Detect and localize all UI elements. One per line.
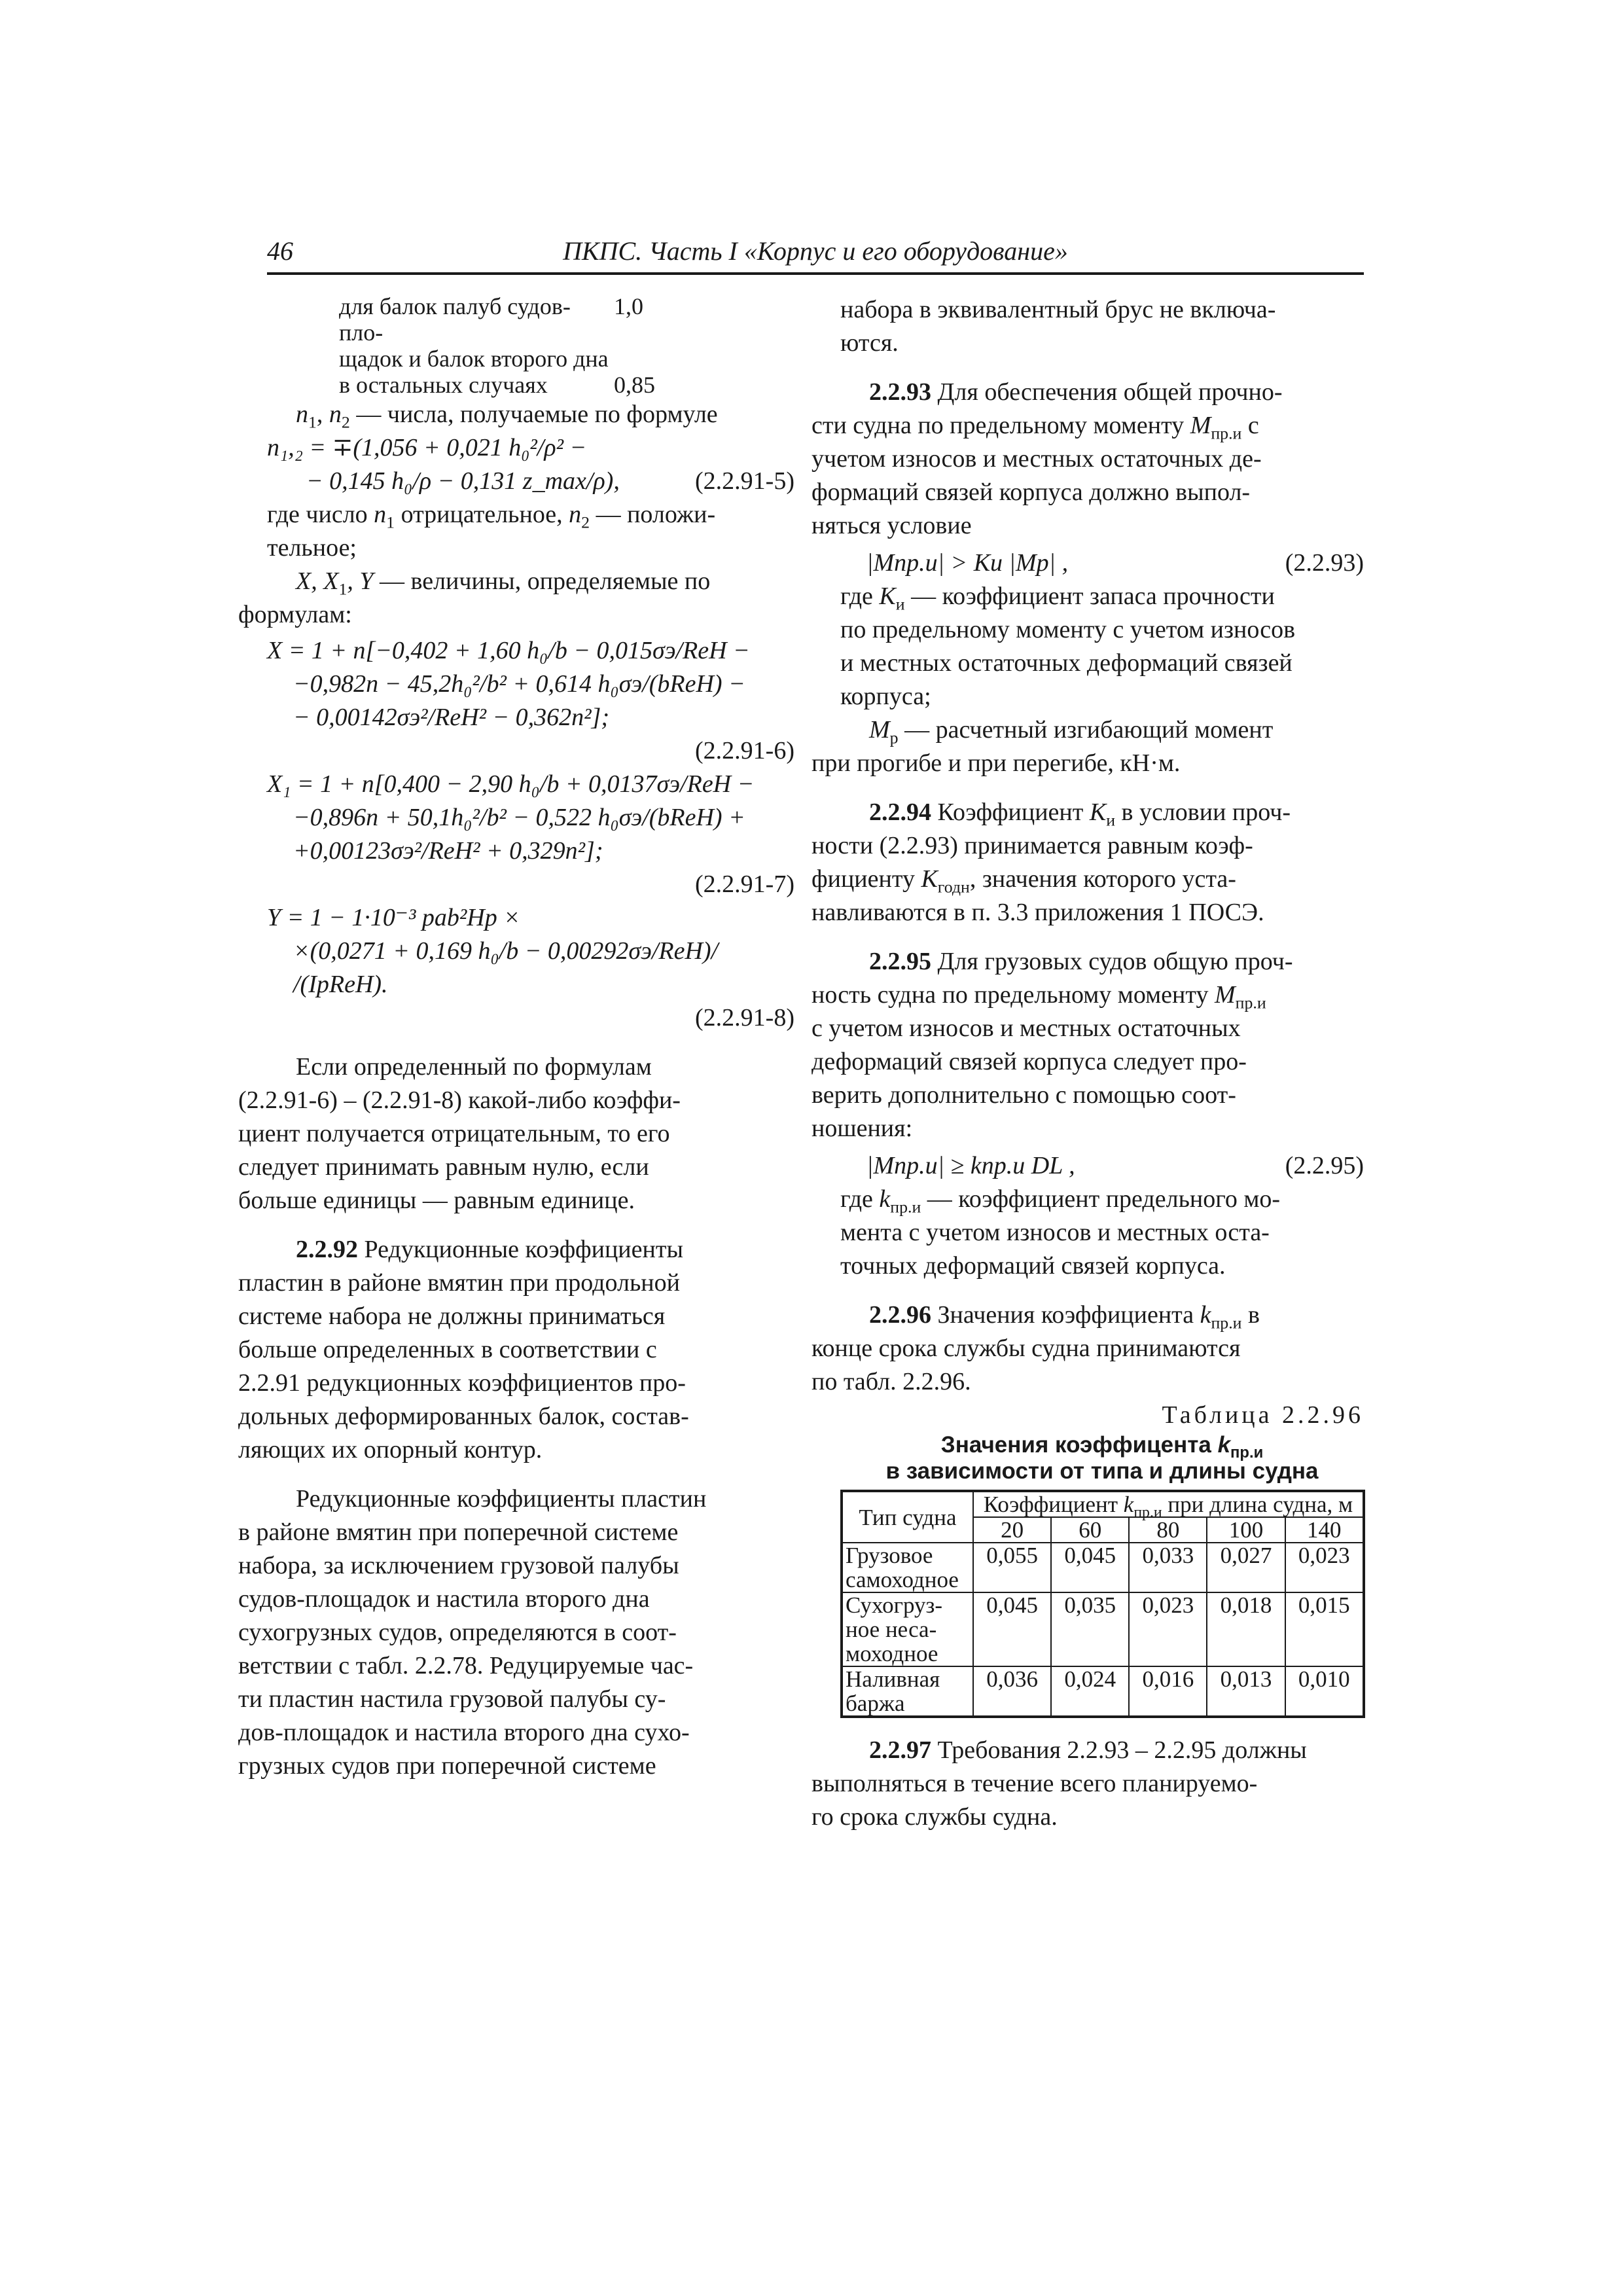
mp-definition: $M_р$ — расчетный изгибающий момент при прогибе и при перегибе, кН·м. (812, 716, 1274, 777)
table-header-cell: 100 (1207, 1517, 1285, 1543)
table-header-cell: 140 (1285, 1517, 1364, 1543)
table-header-cell: 60 (1051, 1517, 1129, 1543)
section-number: 2.2.92 (296, 1236, 358, 1263)
formula-number: (2.2.93) (1285, 549, 1364, 577)
table-cell: 0,023 (1129, 1592, 1207, 1666)
formula-number: (2.2.91-8) (695, 1004, 794, 1031)
section-number: 2.2.94 (869, 798, 931, 826)
table-cell: Грузовое самоходное (842, 1543, 973, 1592)
table-cell: Наливная баржа (842, 1666, 973, 1717)
table-cell: 0,016 (1129, 1666, 1207, 1717)
table-row (842, 1592, 1364, 1666)
formula-2-2-91-6: X = 1 + n[−0,402 + 1,60 h₀/b − 0,015σэ/ReH − −0,982n − 45,2h₀²/b² + 0,614 h₀σэ/(bReH) − − 0,00142σэ²/ReH² − 0,362n²]; (2.2.91-6) (267, 634, 794, 768)
table-label: Таблица 2.2.96 (1162, 1401, 1364, 1429)
table-caption: Значения коэффицента $k_{пр.и}$ в зависимости от типа и длины судна (885, 1432, 1319, 1484)
table-row (842, 1543, 1364, 1592)
left-column (238, 293, 794, 1783)
table-header-cell: 20 (973, 1517, 1051, 1543)
table-cell: 0,036 (973, 1666, 1051, 1717)
table-cell: 0,045 (1051, 1543, 1129, 1592)
formula-2-2-93: |Mпр.и| > Kи |Mр| , (2.2.93) (840, 547, 1364, 580)
formula-2-2-91-8: Y = 1 − 1·10⁻³ pab²Hp × ×(0,0271 + 0,169 h₀/b − 0,00292σэ/ReH)/ /(IpReH). (2.2.91-8) (267, 901, 794, 1035)
table-cell: 0,013 (1207, 1666, 1285, 1717)
table-cell: 0,033 (1129, 1543, 1207, 1592)
table-header-cell: 80 (1129, 1517, 1207, 1543)
table-cell: 0,055 (973, 1543, 1051, 1592)
formula-2-2-95: |Mпр.и| ≥ kпр.и DL , (2.2.95) (840, 1149, 1364, 1183)
section-2-2-96: 2.2.96 Значения коэффициента $k_{пр.и}$ в конце срока службы судна принимаются по табл. 2.2.96. (812, 1301, 1260, 1395)
header-rule (267, 272, 1364, 275)
section-2-2-97: 2.2.97 Требования 2.2.93 – 2.2.95 должны выполняться в течение всего планируемо- го срока службы судна. (812, 1736, 1307, 1831)
n-sign-text: где число $n_1$ отрицательное, $n_2$ — положи- тельное; (267, 501, 716, 562)
table-cell: 0,018 (1207, 1592, 1285, 1666)
list-item: щадок и балок второго дна (339, 346, 609, 372)
kpr-definition: где $k_{пр.и}$ — коэффициент предельного мо- мента с учетом износов и местных оста- точных деформаций связей корпуса. (840, 1185, 1281, 1280)
k-definition: где $K_и$ — коэффициент запаса прочности по предельному моменту с учетом износов и местных остаточных деформаций связей корпуса; (840, 583, 1296, 710)
n-definition: $n_1$, $n_2$ — числа, получаемые по формуле (296, 401, 718, 432)
right-column (812, 293, 1364, 1834)
section-2-2-94: 2.2.94 Коэффициент $K_и$ в условии проч- ности (2.2.93) принимается равным коэф- фициенту $K_{годн}$, значения которого уста- навливаются в п. 3.3 приложения 1 ПОСЭ. (812, 798, 1291, 926)
table-cell: 0,045 (973, 1592, 1051, 1666)
section-number: 2.2.93 (869, 378, 931, 406)
section-number: 2.2.95 (869, 948, 931, 975)
table-cell: 0,010 (1285, 1666, 1364, 1717)
table-header-cell: Коэффициент $k_{пр.и}$ при длина судна, м (973, 1491, 1364, 1517)
formula-number: (2.2.95) (1285, 1152, 1364, 1179)
continuation-text: набора в эквивалентный брус не включа- ются. (840, 296, 1276, 357)
table-cell: 0,024 (1051, 1666, 1129, 1717)
page-number: 46 (267, 236, 293, 266)
formula-2-2-91-5: n₁,₂ = ∓(1,056 + 0,021 h₀²/ρ² − − 0,145 h₀/ρ − 0,131 z_max/ρ), (2.2.91-5) (267, 431, 794, 498)
list-item: для балок палуб судов-пло- 1,0 (339, 293, 643, 346)
section-number: 2.2.97 (869, 1736, 931, 1764)
xy-definition: X, $X_1$, Y — величины, определяемые по формулам: (238, 567, 711, 628)
formula-2-2-91-7: X₁ = 1 + n[0,400 − 2,90 h₀/b + 0,0137σэ/ReH − −0,896n + 50,1h₀²/b² − 0,522 h₀σэ/(bReH) + +0,00123σэ²/ReH² + 0,329n²]; (2.2.91-7) (267, 768, 794, 901)
section-2-2-93: 2.2.93 Для обеспечения общей прочно- сти судна по предельному моменту $M_{пр.и}$ с учетом износов и местных остаточных де- формаций связей корпуса должно выпол- няться условие (812, 378, 1283, 539)
table-row (842, 1666, 1364, 1717)
table-cell: 0,015 (1285, 1592, 1364, 1666)
note-paragraph: Если определенный по формулам (2.2.91-6) – (2.2.91-8) какой-либо коэффи- циент получается отрицательным, то его следует принимать равным нулю, если больше единицы — равным единице. (238, 1053, 681, 1214)
coef-list (267, 293, 794, 398)
table-cell: 0,027 (1207, 1543, 1285, 1592)
table-cell: Сухогруз-ное неса-моходное (842, 1592, 973, 1666)
formula-number: (2.2.91-7) (695, 870, 794, 898)
section-number: 2.2.96 (869, 1301, 931, 1329)
table-header-cell: Тип судна (842, 1491, 973, 1543)
section-2-2-92-paragraph-2: Редукционные коэффициенты пластин в районе вмятин при поперечной системе набора, за исключением грузовой палубы судов-площадок и настила второго дна сухогрузных судов, определяются в соот- ветствии с табл. 2.2.78. Редуцируемые час- ти пластин настила грузовой палубы су- дов-площадок и настила второго дна сухо- грузных судов при поперечной системе (238, 1485, 707, 1780)
table-cell: 0,023 (1285, 1543, 1364, 1592)
coefficient-table (840, 1490, 1365, 1718)
section-2-2-95: 2.2.95 Для грузовых судов общую проч- ность судна по предельному моменту $M_{пр.и}$ с учетом износов и местных остаточных деформаций связей корпуса следует про- верить дополнительно с помощью соот- ношения: (812, 948, 1293, 1142)
formula-number: (2.2.91-6) (695, 737, 794, 764)
table-cell: 0,035 (1051, 1592, 1129, 1666)
running-title: ПКПС. Часть I «Корпус и его оборудование» (563, 236, 1068, 266)
section-2-2-92: 2.2.92 Редукционные коэффициенты пластин в районе вмятин при продольной системе набора не должны приниматься больше определенных в соответствии с 2.2.91 редукционных коэффициентов про- дольных деформированных балок, состав- ляющих их опорный контур. (238, 1236, 689, 1463)
formula-number: (2.2.91-5) (695, 467, 794, 495)
list-item: в остальных случаях 0,85 (339, 372, 655, 398)
